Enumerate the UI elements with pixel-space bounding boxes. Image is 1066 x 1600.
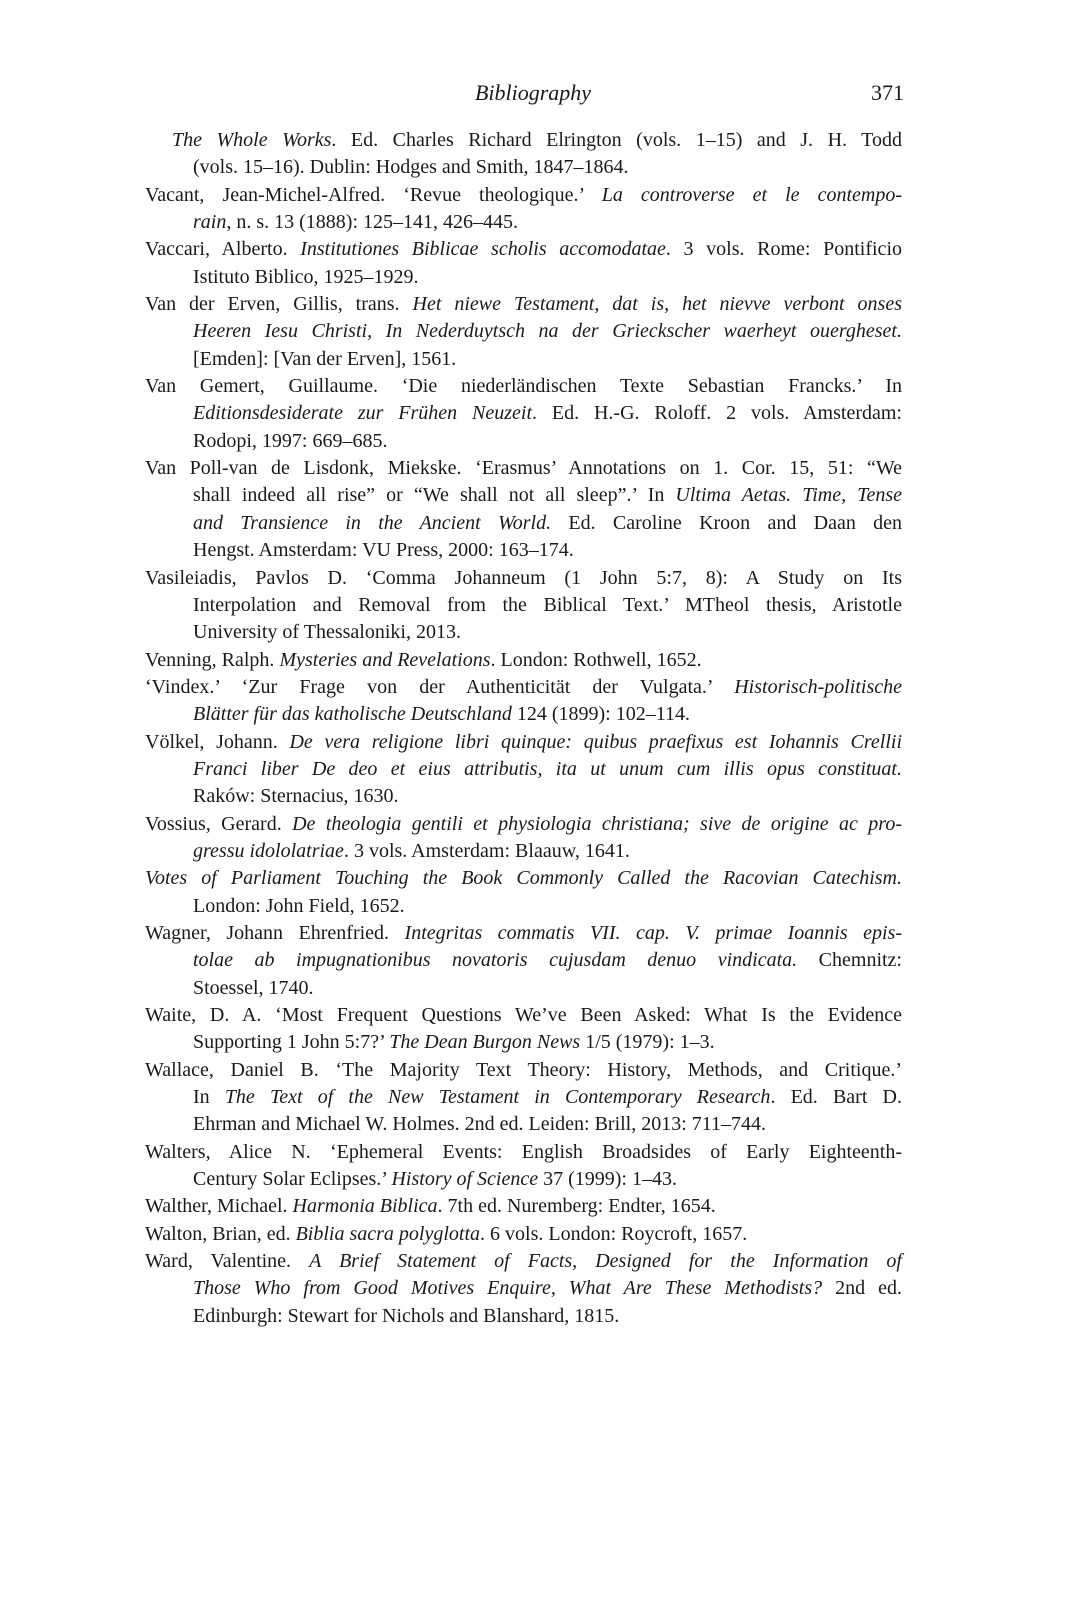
entry-text: . 6 vols. London: Roycroft, 1657. [480,1222,748,1245]
entry-text: shall indeed all rise” or “We shall not all sleep”.’ In [193,484,676,507]
entry-text: Völkel, Johann. [145,730,290,753]
entry-line [145,1248,902,1275]
italic-title-text: Het niewe Testament, dat is, het nievve verbont onses [412,293,902,316]
entry-line [145,756,902,783]
bibliography-entry [145,127,902,182]
italic-title-text: The Text of the New Testament in Contemporary Research [224,1086,771,1109]
italic-title-text: Historisch-politische [734,675,902,698]
italic-title-text: gressu idololatriae [193,839,344,862]
entry-text: . 3 vols. Rome: Pontificio [665,238,902,261]
entry-line [145,647,902,674]
entry-text: . Ed. Charles Richard Elrington (vols. 1–15) and J. H. Todd [331,129,902,151]
bibliography-entry [145,920,902,1002]
bibliography-entry [145,373,902,455]
entry-line [145,975,902,1002]
entry-text: [Emden]: [Van der Erven], 1561. [193,347,457,370]
entry-line [145,428,902,455]
entry-line [145,811,902,838]
bibliography-entry [145,1248,902,1330]
italic-title-text: Integritas commatis VII. cap. V. primae Ioannis epis- [404,921,902,944]
entry-text: Stoessel, 1740. [193,976,314,999]
entry-text: University of Thessaloniki, 2013. [193,621,461,644]
entry-text: Venning, Ralph. [145,648,280,671]
entry-text: . Ed. Bart D. [770,1086,902,1109]
italic-title-text: Blätter für das katholische Deutschland [193,703,512,726]
entry-text: . London: Rothwell, 1652. [490,648,702,671]
entry-text: Supporting 1 John 5:7?’ [193,1031,390,1054]
entry-text: Van Poll-van de Lisdonk, Miekske. ‘Erasmus’ Annotations on 1. Cor. 15, 51: “We [145,457,902,480]
entry-text: Van Gemert, Guillaume. ‘Die niederländischen Texte Sebastian Francks.’ In [145,375,902,398]
entry-text: Ed. Caroline Kroon and Daan den [551,511,902,534]
entry-text: In [193,1086,225,1109]
italic-title-text: Mysteries and Revelations [279,648,491,671]
italic-title-text: Biblia sacra polyglotta [295,1222,481,1245]
entry-line [145,619,902,646]
entry-text: Edinburgh: Stewart for Nichols and Blanshard, 1815. [193,1304,620,1327]
entry-line [145,1275,902,1302]
entry-text: Vacant, Jean-Michel-Alfred. ‘Revue theologique.’ [145,183,602,206]
entry-line [145,1139,902,1166]
bibliography-entry [145,455,902,564]
entry-line [145,1111,902,1138]
entry-line [145,182,902,209]
entry-line [145,1221,902,1248]
bibliography-entry [145,865,902,920]
entry-text: Rodopi, 1997: 669–685. [193,429,388,452]
entry-text: Vasileiadis, Pavlos D. ‘Comma Johanneum (1 John 5:7, 8): A Study on Its [145,566,902,589]
bibliography-entry [145,291,902,373]
italic-title-text: De vera religione libri quinque: quibus praefixus est Iohannis Crellii [289,730,902,753]
bibliography-entry [145,1221,902,1248]
italic-title-text: History of Science [391,1168,539,1191]
italic-title-text: De theologia gentili et physiologia christiana; sive de origine ac pro- [292,812,902,835]
entry-text: Ehrman and Michael W. Holmes. 2nd ed. Leiden: Brill, 2013: 711–744. [193,1113,767,1136]
entry-text: Interpolation and Removal from the Biblical Text.’ MTheol thesis, Aristotle [193,593,902,616]
italic-title-text: Ultima Aetas. Time, Tense [675,484,902,507]
entry-line [145,373,902,400]
entry-text: Van der Erven, Gillis, trans. [145,293,413,316]
entry-line [145,482,902,509]
entry-text: Walters, Alice N. ‘Ephemeral Events: English Broadsides of Early Eighteenth- [145,1140,902,1163]
entry-line [145,1084,902,1111]
entry-line [145,537,902,564]
entry-line [145,510,902,537]
entry-line [145,838,902,865]
bibliography-entry [145,565,902,647]
entry-line [145,455,902,482]
entry-line [145,1002,902,1029]
entry-line [145,729,902,756]
entry-line [145,947,902,974]
entry-line [145,865,902,892]
entry-text: Walton, Brian, ed. [145,1222,296,1245]
entry-text: , n. s. 13 (1888): 125–141, 426–445. [226,211,519,234]
entry-line [145,565,902,592]
entry-text: Ward, Valentine. [145,1250,310,1273]
bibliography-entry [145,182,902,237]
entry-line [145,592,902,619]
italic-title-text: tolae ab impugnationibus novatoris cujusdam denuo vindicata. [193,949,798,972]
entry-line [145,893,902,920]
italic-title-text: The Whole Works [172,129,332,151]
entry-line [145,1057,902,1084]
italic-title-text: Franci liber De deo et eius attributis, ita ut unum cum illis opus constituat. [193,757,902,780]
entry-line [145,783,902,810]
entry-text: Chemnitz: [797,949,902,972]
entry-text: Walther, Michael. [145,1195,293,1218]
italic-title-text: Harmonia Biblica [292,1195,438,1218]
bibliography-entry [145,1193,902,1220]
italic-title-text: A Brief Statement of Facts, Designed for the Information of [309,1250,902,1273]
entry-text: Century Solar Eclipses.’ [193,1168,392,1191]
entry-line [145,674,902,701]
bibliography-entry [145,647,902,674]
entry-line [145,1029,902,1056]
italic-title-text: and Transience in the Ancient World. [193,511,552,534]
running-head: Bibliography [474,80,592,105]
bibliography-entry [145,1057,902,1139]
entry-text: . 3 vols. Amsterdam: Blaauw, 1641. [343,839,630,862]
bibliography-entries [145,127,902,1330]
entry-text: ‘Vindex.’ ‘Zur Frage von der Authenticität der Vulgata.’ [145,675,735,698]
entry-text: Hengst. Amsterdam: VU Press, 2000: 163–174. [193,539,574,562]
entry-line [145,236,902,263]
entry-line [145,1193,902,1220]
entry-text: Wagner, Johann Ehrenfried. [145,921,405,944]
page-number: 371 [871,80,904,105]
italic-title-text: Those Who from Good Motives Enquire, What Are These Methodists? [193,1277,823,1300]
italic-title-text: rain [193,211,227,234]
bibliography-entry [145,236,902,291]
entry-text: 37 (1999): 1–43. [538,1168,677,1191]
entry-line [145,920,902,947]
entry-text: (vols. 15–16). Dublin: Hodges and Smith, 1847–1864. [193,156,629,179]
entry-line [145,1303,902,1330]
italic-title-text: La controverse et le contempo- [601,183,902,206]
italic-title-text: Heeren Iesu Christi, In Nederduytsch na der Grieckscher waerheyt ouergheset. [193,320,902,343]
bibliography-entry [145,674,902,729]
entry-line [145,1166,902,1193]
entry-text: Waite, D. A. ‘Most Frequent Questions We’ve Been Asked: What Is the Evidence [145,1004,902,1026]
entry-line [145,154,902,181]
entry-text: Vossius, Gerard. [145,812,293,835]
italic-title-text: Editionsdesiderate zur Frühen Neuzeit [193,402,533,425]
entry-line [145,127,902,154]
entry-text: 1/5 (1979): 1–3. [580,1031,715,1054]
entry-line [145,264,902,291]
entry-text: . 7th ed. Nuremberg: Endter, 1654. [437,1195,716,1218]
entry-line [145,209,902,236]
entry-line [145,346,902,373]
entry-text: Istituto Biblico, 1925–1929. [193,265,419,288]
bibliography-entry [145,811,902,866]
italic-title-text: Institutiones Biblicae scholis accomodatae [300,238,666,261]
entry-text: . Ed. H.-G. Roloff. 2 vols. Amsterdam: [532,402,902,425]
entry-line [145,318,902,345]
entry-line [145,291,902,318]
italic-title-text: The Dean Burgon News [389,1031,581,1054]
entry-text: 2nd ed. [822,1277,902,1300]
entry-line [145,400,902,427]
bibliography-entry [145,1002,902,1057]
bibliography-entry [145,729,902,811]
entry-text: Raków: Sternacius, 1630. [193,785,399,808]
bibliography-entry [145,1139,902,1194]
entry-line [145,701,902,728]
entry-text: 124 (1899): 102–114. [511,703,690,726]
entry-text: Wallace, Daniel B. ‘The Majority Text Theory: History, Methods, and Critique.’ [145,1058,902,1081]
entry-text: London: John Field, 1652. [193,894,405,917]
italic-title-text: Votes of Parliament Touching the Book Commonly Called the Racovian Catechism. [145,867,902,890]
entry-text: Vaccari, Alberto. [145,238,301,261]
